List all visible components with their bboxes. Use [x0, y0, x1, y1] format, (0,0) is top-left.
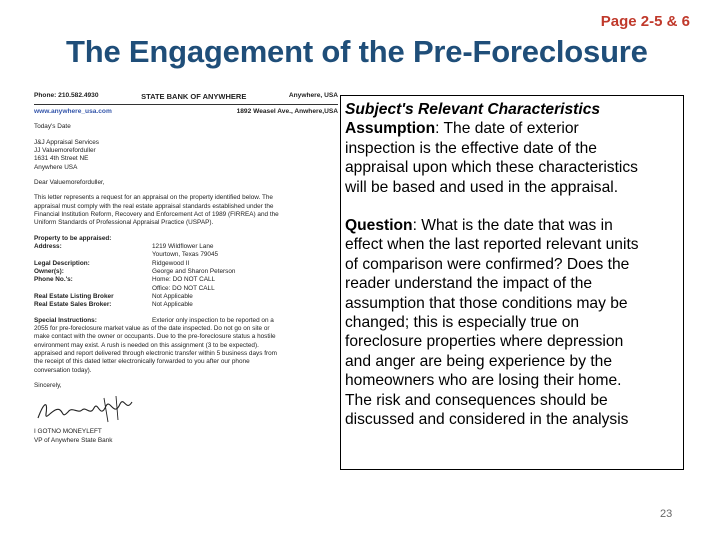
field-label: Legal Description:	[34, 259, 90, 267]
intro-line: appraisal must comply with the real estate appraisal standards established under the	[34, 202, 274, 210]
field-label	[34, 285, 146, 293]
letterhead-top	[34, 92, 338, 102]
special-instructions-label: Special Instructions:	[34, 316, 97, 324]
signer-title: VP of Anywhere State Bank	[34, 436, 113, 444]
letter-date: Today's Date	[34, 123, 71, 131]
salutation: Dear Valuemoreforduller,	[34, 178, 105, 186]
question-line: effect when the last reported relevant units	[345, 236, 639, 254]
question-line: of comparison were confirmed? Does the	[345, 255, 630, 273]
question-text: : What is the date that was in	[412, 217, 613, 235]
box-heading: Subject's Relevant Characteristics	[345, 101, 601, 118]
recipient-block	[34, 139, 338, 172]
handwritten-signature	[34, 392, 144, 426]
signer-name: I GOTNO MONEYLEFT	[34, 428, 102, 436]
bank-name: STATE BANK OF ANYWHERE	[141, 92, 247, 101]
letterhead-divider	[34, 104, 338, 105]
recipient-line: JJ Valuemoreforduller	[34, 146, 96, 154]
special-line: Exterior only inspection to be reported on a	[152, 316, 274, 324]
slide-title: The Engagement of the Pre-Foreclosure	[66, 34, 648, 69]
field-label: Owner(s):	[34, 267, 64, 275]
field-label	[34, 251, 146, 259]
assumption-line: inspection is the effective date of the	[345, 139, 597, 157]
special-line: make contact with the owner or occupants. Due to the pre-foreclosure status a hostile	[34, 333, 276, 341]
intro-paragraph	[34, 194, 338, 227]
field-value: Office: DO NOT CALL	[152, 284, 215, 292]
field-value: 1219 Wildflower Lane	[152, 242, 214, 250]
question-line: homeowners who are losing their home.	[345, 372, 622, 390]
field-value: Not Applicable	[152, 292, 193, 300]
question-line: foreclosure properties where depression	[345, 333, 624, 351]
field-label: Property to be appraised:	[34, 234, 112, 242]
question-line: reader understand the impact of the	[345, 275, 593, 293]
question-line: changed; this is especially true on	[345, 314, 580, 332]
field-label: Real Estate Listing Broker	[34, 292, 114, 300]
intro-line: This letter represents a request for an appraisal on the property identified below. The	[34, 194, 273, 202]
assumption-line: appraisal upon which these characteristics	[345, 159, 638, 177]
assumption-label: Assumption	[345, 120, 436, 138]
field-value: Home: DO NOT CALL	[152, 276, 216, 284]
field-label: Phone No.'s:	[34, 276, 73, 284]
letter-image	[34, 92, 338, 534]
property-fields	[34, 235, 338, 310]
page-reference: Page 2-5 & 6	[600, 13, 690, 30]
recipient-line: Anywhere USA	[34, 163, 78, 171]
special-line: conversation today).	[34, 366, 92, 374]
question-label: Question	[345, 217, 413, 235]
question-line	[345, 216, 683, 235]
special-instructions	[34, 317, 338, 325]
special-line: the receipt of this dated letter electronically forwarded to you after our phone	[34, 358, 250, 366]
assumption-line	[345, 119, 683, 138]
assumption-line: will be based and used in the appraisal.	[345, 178, 619, 196]
field-label: Real Estate Sales Broker:	[34, 301, 112, 309]
bank-phone: Phone: 210.582.4930	[34, 92, 99, 99]
field-value: Not Applicable	[152, 301, 193, 309]
recipient-line: J&J Appraisal Services	[34, 138, 99, 146]
special-instructions-body	[34, 325, 338, 375]
page-number: 23	[660, 508, 673, 520]
recipient-line: 1631 4th Street NE	[34, 155, 89, 163]
bank-address: 1892 Weasel Ave., Anwhere,USA	[236, 107, 338, 115]
bank-website: www.anywhere_usa.com	[34, 107, 112, 115]
assumption-text: : The date of exterior	[435, 120, 579, 138]
field-value: Yourtown, Texas 79045	[152, 251, 219, 259]
bank-city: Anywhere, USA	[288, 92, 338, 99]
question-line: The risk and consequences should be	[345, 391, 608, 409]
question-line: assumption that those conditions may be	[345, 294, 628, 312]
field-value: Ridgewood II	[152, 259, 190, 267]
field-value: George and Sharon Peterson	[152, 267, 236, 275]
field-value	[152, 235, 338, 243]
explanation-box	[340, 95, 684, 470]
closing: Sincerely,	[34, 381, 62, 389]
paragraph-gap	[345, 197, 683, 216]
intro-line: Financial Institution Reform, Recovery and Enforcement Act of 1989 (FIRREA) and the	[34, 210, 279, 218]
special-line: 2055 for pre-foreclosure market value as of the date inspected. Do not go on site or	[34, 324, 270, 332]
special-line: environment may exist. A rush is needed on this assignment (3 to be expected).	[34, 341, 259, 349]
special-line: appraised and report delivered through electronic transfer within 5 business days from	[34, 349, 277, 357]
question-line: and anger are being experience by the	[345, 352, 613, 370]
intro-line: Uniform Standards of Professional Appraisal Practice (USPAP).	[34, 219, 214, 227]
question-line: discussed and considered in the analysis	[345, 411, 629, 429]
field-label: Address:	[34, 242, 62, 250]
letterhead-bottom	[34, 108, 338, 117]
